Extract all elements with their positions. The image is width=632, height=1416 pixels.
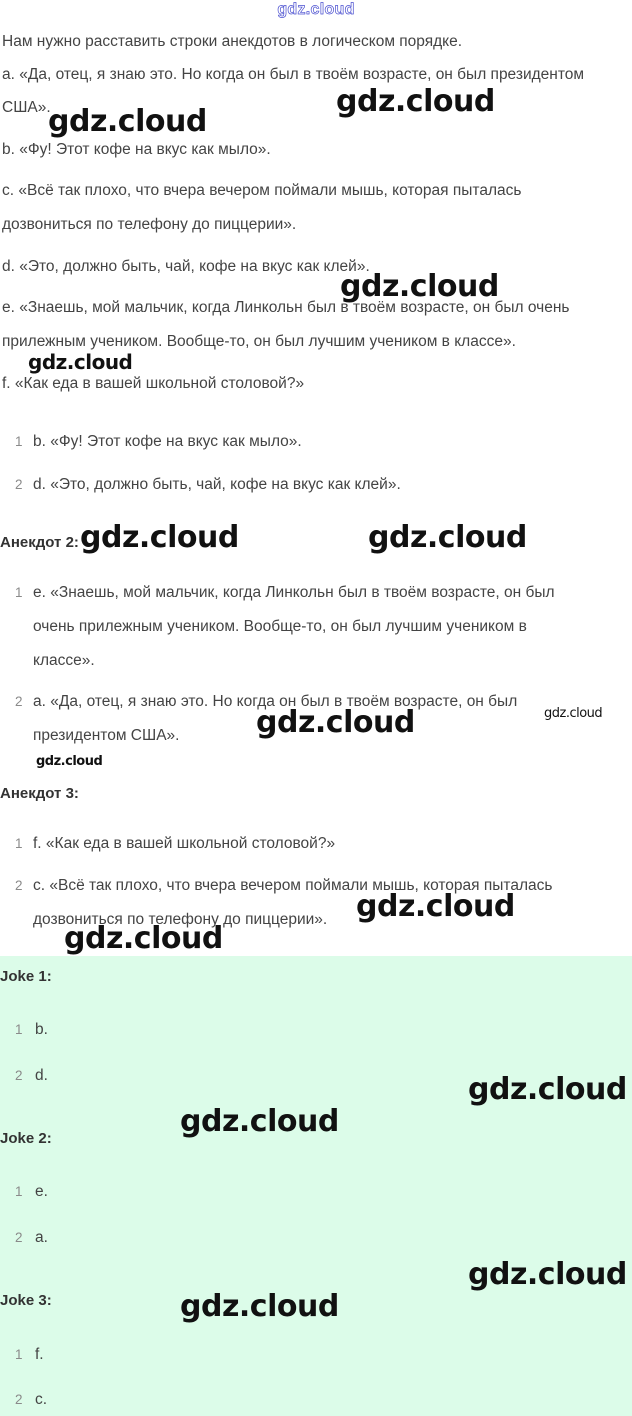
list-number: 1 bbox=[15, 1184, 23, 1199]
watermark: gdz.cloud bbox=[356, 889, 515, 924]
joke1-answer1: b. bbox=[35, 1021, 48, 1038]
anecdote3-line1: f. «Как еда в вашей школьной столовой?» bbox=[33, 835, 336, 852]
joke3-answer2: c. bbox=[35, 1391, 48, 1408]
sentence-a-line1: a. «Да, отец, я знаю это. Но когда он был в твоём возрасте, он был президентом bbox=[2, 66, 585, 83]
sentence-e-line1: e. «Знаешь, мой мальчик, когда Линкольн был в твоём возрасте, он был очень bbox=[2, 299, 570, 316]
watermark: gdz.cloud bbox=[64, 921, 223, 956]
list-number: 2 bbox=[15, 1230, 23, 1245]
watermark: gdz.cloud bbox=[36, 754, 103, 769]
watermark: gdz.cloud bbox=[336, 84, 495, 119]
sentence-d: d. «Это, должно быть, чай, кофе на вкус как клей». bbox=[2, 258, 370, 275]
anecdote1-line1: b. «Фу! Этот кофе на вкус как мыло». bbox=[33, 433, 302, 450]
sentence-c-line2: дозвониться по телефону до пиццерии». bbox=[2, 216, 297, 233]
list-number: 1 bbox=[15, 434, 23, 449]
sentence-b: b. «Фу! Этот кофе на вкус как мыло». bbox=[2, 141, 271, 158]
anecdote3-line2b: дозвониться по телефону до пиццерии». bbox=[33, 911, 328, 928]
joke3-answer1: f. bbox=[35, 1346, 44, 1363]
anecdote2-line2b: президентом США». bbox=[33, 727, 180, 744]
joke2-answer2: a. bbox=[35, 1229, 48, 1246]
list-number: 1 bbox=[15, 585, 23, 600]
list-number: 2 bbox=[15, 1392, 23, 1407]
joke3-heading: Joke 3: bbox=[0, 1292, 52, 1309]
anecdote2-line1a: e. «Знаешь, мой мальчик, когда Линкольн был в твоём возрасте, он был bbox=[33, 584, 555, 601]
watermark: gdz.cloud bbox=[180, 1104, 339, 1139]
joke2-answer1: e. bbox=[35, 1183, 48, 1200]
anecdote3-line2a: c. «Всё так плохо, что вчера вечером поймали мышь, которая пыталась bbox=[33, 877, 553, 894]
sentence-c-line1: c. «Всё так плохо, что вчера вечером поймали мышь, которая пыталась bbox=[2, 182, 522, 199]
site-logo[interactable]: gdz.cloud bbox=[277, 1, 355, 18]
watermark: gdz.cloud bbox=[180, 1289, 339, 1324]
answer-panel bbox=[0, 956, 632, 1416]
joke1-answer2: d. bbox=[35, 1067, 48, 1084]
watermark: gdz.cloud bbox=[48, 104, 207, 139]
list-number: 2 bbox=[15, 694, 23, 709]
sentence-f: f. «Как еда в вашей школьной столовой?» bbox=[2, 375, 305, 392]
watermark: gdz.cloud bbox=[28, 350, 133, 374]
joke2-heading: Joke 2: bbox=[0, 1130, 52, 1147]
list-number: 1 bbox=[15, 1347, 23, 1362]
anecdote3-heading: Анекдот 3: bbox=[0, 785, 79, 802]
joke1-heading: Joke 1: bbox=[0, 968, 52, 985]
list-number: 1 bbox=[15, 836, 23, 851]
list-number: 1 bbox=[15, 1022, 23, 1037]
sentence-a-line2: США». bbox=[2, 99, 51, 116]
list-number: 2 bbox=[15, 1068, 23, 1083]
watermark: gdz.cloud bbox=[80, 520, 239, 555]
anecdote1-line2: d. «Это, должно быть, чай, кофе на вкус как клей». bbox=[33, 476, 401, 493]
anecdote2-line1c: классе». bbox=[33, 652, 95, 669]
watermark: gdz.cloud bbox=[468, 1257, 627, 1292]
watermark: gdz.cloud bbox=[340, 269, 499, 304]
anecdote2-line2a: a. «Да, отец, я знаю это. Но когда он был в твоём возрасте, он был bbox=[33, 693, 518, 710]
list-number: 2 bbox=[15, 878, 23, 893]
watermark: gdz.cloud bbox=[544, 706, 603, 721]
anecdote2-line1b: очень прилежным учеником. Вообще-то, он был лучшим учеником в bbox=[33, 618, 527, 635]
anecdote2-heading: Анекдот 2: bbox=[0, 534, 79, 551]
sentence-e-line2: прилежным учеником. Вообще-то, он был лучшим учеником в классе». bbox=[2, 333, 516, 350]
list-number: 2 bbox=[15, 477, 23, 492]
watermark: gdz.cloud bbox=[368, 520, 527, 555]
task-intro: Нам нужно расставить строки анекдотов в логическом порядке. bbox=[2, 33, 463, 50]
watermark: gdz.cloud bbox=[468, 1072, 627, 1107]
watermark: gdz.cloud bbox=[256, 705, 415, 740]
